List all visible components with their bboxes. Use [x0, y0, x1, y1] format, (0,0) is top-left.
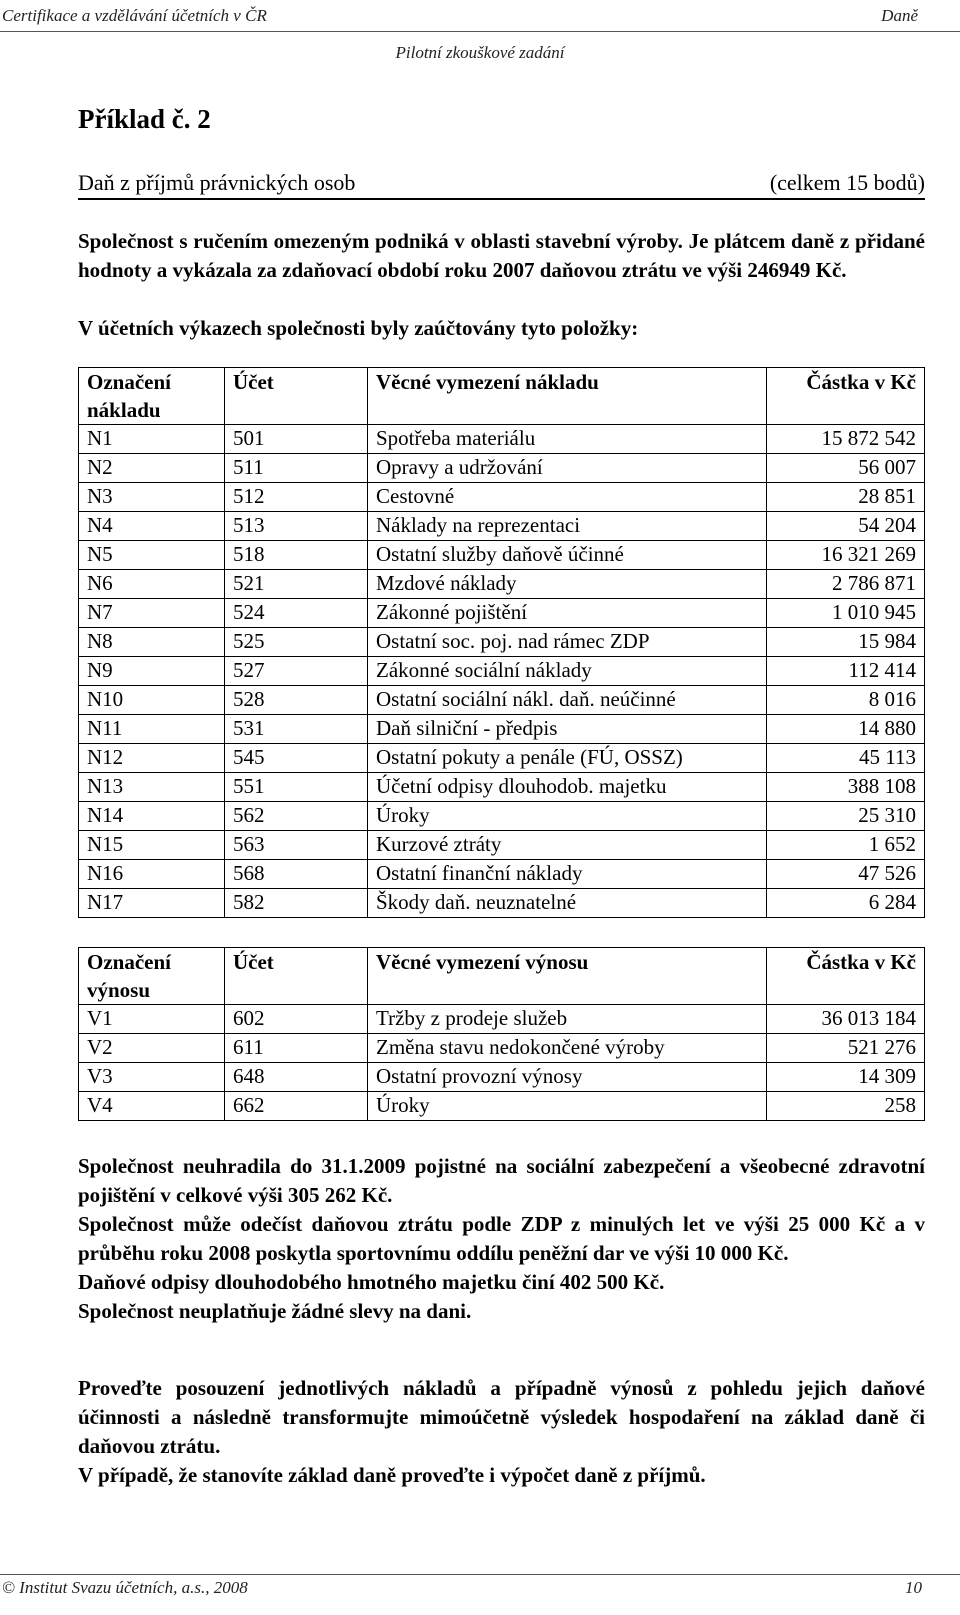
cell-amount: 8 016: [767, 686, 925, 715]
cell-designation: N1: [79, 425, 225, 454]
table-row: [79, 744, 925, 773]
header-description: Věcné vymezení výnosu: [368, 948, 767, 1005]
cell-account: 562: [225, 802, 368, 831]
cell-amount: 6 284: [767, 889, 925, 918]
cell-description: Zákonné pojištění: [368, 599, 767, 628]
cell-description: Změna stavu nedokončené výroby: [368, 1034, 767, 1063]
cell-amount: 47 526: [767, 860, 925, 889]
cell-designation: N10: [79, 686, 225, 715]
cell-designation: V3: [79, 1063, 225, 1092]
cell-amount: 36 013 184: [767, 1005, 925, 1034]
cell-designation: N11: [79, 715, 225, 744]
cell-account: 513: [225, 512, 368, 541]
cell-designation: N14: [79, 802, 225, 831]
table-row: [79, 425, 925, 454]
cell-amount: 14 309: [767, 1063, 925, 1092]
cell-description: Cestovné: [368, 483, 767, 512]
note-social-insurance: Společnost neuhradila do 31.1.2009 pojistné na sociální zabezpečení a všeobecné zdravotní pojištění v celkové výši 305 262 Kč.: [78, 1154, 925, 1207]
cell-designation: N7: [79, 599, 225, 628]
task-instruction: Proveďte posouzení jednotlivých nákladů a případně výnosů z pohledu jejich daňové účinnosti a následně transformujte mimoúčetně výsledek hospodaření na základ daně či daňovou ztrátu.: [78, 1376, 925, 1458]
subtitle-right: (celkem 15 bodů): [769, 170, 925, 195]
cell-designation: N12: [79, 744, 225, 773]
cell-designation: N3: [79, 483, 225, 512]
cell-amount: 56 007: [767, 454, 925, 483]
cell-description: Spotřeba materiálu: [368, 425, 767, 454]
header-account: Účet: [225, 948, 368, 1005]
task-calculation: V případě, že stanovíte základ daně proveďte i výpočet daně z příjmů.: [78, 1463, 706, 1487]
cell-amount: 45 113: [767, 744, 925, 773]
table-row: [79, 889, 925, 918]
cell-amount: 16 321 269: [767, 541, 925, 570]
notes-block: [78, 1152, 925, 1326]
cell-account: 512: [225, 483, 368, 512]
cell-designation: N6: [79, 570, 225, 599]
cell-amount: 2 786 871: [767, 570, 925, 599]
table-header-row: [79, 368, 925, 425]
table-header-row: [79, 948, 925, 1005]
footer-copyright: © Institut Svazu účetních, a.s., 2008: [2, 1578, 248, 1597]
cell-account: 527: [225, 657, 368, 686]
table-row: [79, 715, 925, 744]
cell-designation: V2: [79, 1034, 225, 1063]
cell-amount: 28 851: [767, 483, 925, 512]
intro-lead: V účetních výkazech společnosti byly zaúčtovány tyto položky:: [78, 316, 639, 340]
cell-designation: N15: [79, 831, 225, 860]
cell-account: 551: [225, 773, 368, 802]
footer-divider: [0, 1574, 960, 1575]
cell-amount: 15 872 542: [767, 425, 925, 454]
cell-designation: N9: [79, 657, 225, 686]
cell-account: 662: [225, 1092, 368, 1121]
cell-description: Mzdové náklady: [368, 570, 767, 599]
cell-designation: N16: [79, 860, 225, 889]
cell-amount: 112 414: [767, 657, 925, 686]
cell-amount: 1 010 945: [767, 599, 925, 628]
costs-table: [78, 367, 925, 918]
cell-account: 648: [225, 1063, 368, 1092]
cell-account: 602: [225, 1005, 368, 1034]
table-row: [79, 541, 925, 570]
header-description: Věcné vymezení nákladu: [368, 368, 767, 425]
table-row: [79, 512, 925, 541]
cell-amount: 25 310: [767, 802, 925, 831]
cell-designation: N8: [79, 628, 225, 657]
header-amount: Částka v Kč: [767, 948, 925, 1005]
cell-account: 525: [225, 628, 368, 657]
cell-amount: 258: [767, 1092, 925, 1121]
cell-description: Ostatní služby daňově účinné: [368, 541, 767, 570]
table-row: [79, 483, 925, 512]
table-row: [79, 860, 925, 889]
cell-account: 524: [225, 599, 368, 628]
cell-account: 511: [225, 454, 368, 483]
table-row: [79, 686, 925, 715]
cell-description: Úroky: [368, 802, 767, 831]
page-number: 10: [905, 1578, 922, 1597]
header-designation: Označení nákladu: [79, 368, 225, 425]
page-title: Příklad č. 2: [78, 104, 211, 134]
header-right: Daně: [881, 6, 918, 25]
header-designation: Označení výnosu: [79, 948, 225, 1005]
cell-account: 501: [225, 425, 368, 454]
cell-designation: N4: [79, 512, 225, 541]
table-row: [79, 773, 925, 802]
subtitle-left: Daň z příjmů právnických osob: [78, 170, 356, 195]
cell-designation: N13: [79, 773, 225, 802]
cell-account: 518: [225, 541, 368, 570]
cell-amount: 15 984: [767, 628, 925, 657]
table-row: [79, 1005, 925, 1034]
cell-description: Ostatní pokuty a penále (FÚ, OSSZ): [368, 744, 767, 773]
cell-description: Účetní odpisy dlouhodob. majetku: [368, 773, 767, 802]
cell-account: 563: [225, 831, 368, 860]
intro-paragraph: Společnost s ručením omezeným podniká v oblasti stavební výroby. Je plátcem daně z přidané hodnoty a vykázala za zdaňovací období roku 2007 daňovou ztrátu ve výši 246949 Kč.: [78, 229, 925, 282]
cell-account: 531: [225, 715, 368, 744]
revenue-table: [78, 947, 925, 1121]
cell-description: Kurzové ztráty: [368, 831, 767, 860]
cell-description: Ostatní finanční náklady: [368, 860, 767, 889]
cell-account: 528: [225, 686, 368, 715]
cell-description: Ostatní provozní výnosy: [368, 1063, 767, 1092]
cell-description: Zákonné sociální náklady: [368, 657, 767, 686]
header-left: Certifikace a vzdělávání účetních v ČR: [2, 6, 267, 25]
cell-description: Ostatní sociální nákl. daň. neúčinné: [368, 686, 767, 715]
header-center: Pilotní zkouškové zadání: [395, 43, 565, 62]
header-account: Účet: [225, 368, 368, 425]
cell-description: Ostatní soc. poj. nad rámec ZDP: [368, 628, 767, 657]
table-row: [79, 831, 925, 860]
cell-description: Daň silniční - předpis: [368, 715, 767, 744]
table-row: [79, 628, 925, 657]
cell-description: Tržby z prodeje služeb: [368, 1005, 767, 1034]
cell-description: Úroky: [368, 1092, 767, 1121]
note-tax-relief: Společnost neuplatňuje žádné slevy na dani.: [78, 1299, 472, 1323]
note-tax-depreciation: Daňové odpisy dlouhodobého hmotného majetku činí 402 500 Kč.: [78, 1270, 665, 1294]
cell-description: Opravy a udržování: [368, 454, 767, 483]
cell-amount: 54 204: [767, 512, 925, 541]
header-amount: Částka v Kč: [767, 368, 925, 425]
table-row: [79, 454, 925, 483]
table-row: [79, 570, 925, 599]
table-row: [79, 657, 925, 686]
cell-amount: 521 276: [767, 1034, 925, 1063]
cell-designation: V4: [79, 1092, 225, 1121]
cell-account: 545: [225, 744, 368, 773]
table-row: [79, 599, 925, 628]
cell-amount: 14 880: [767, 715, 925, 744]
subtitle-row: [78, 170, 925, 200]
cell-account: 521: [225, 570, 368, 599]
cell-designation: N5: [79, 541, 225, 570]
table-row: [79, 1092, 925, 1121]
cell-description: Škody daň. neuznatelné: [368, 889, 767, 918]
note-tax-loss-gift: Společnost může odečíst daňovou ztrátu podle ZDP z minulých let ve výši 25 000 Kč a v průběhu roku 2008 poskytla sportovnímu oddílu peněžní dar ve výši 10 000 Kč.: [78, 1212, 925, 1265]
cell-account: 611: [225, 1034, 368, 1063]
cell-account: 568: [225, 860, 368, 889]
cell-description: Náklady na reprezentaci: [368, 512, 767, 541]
cell-designation: N2: [79, 454, 225, 483]
table-row: [79, 802, 925, 831]
table-row: [79, 1063, 925, 1092]
cell-amount: 1 652: [767, 831, 925, 860]
task-block: [78, 1374, 925, 1490]
header-divider: [0, 31, 960, 32]
cell-amount: 388 108: [767, 773, 925, 802]
table-row: [79, 1034, 925, 1063]
cell-designation: V1: [79, 1005, 225, 1034]
cell-designation: N17: [79, 889, 225, 918]
cell-account: 582: [225, 889, 368, 918]
